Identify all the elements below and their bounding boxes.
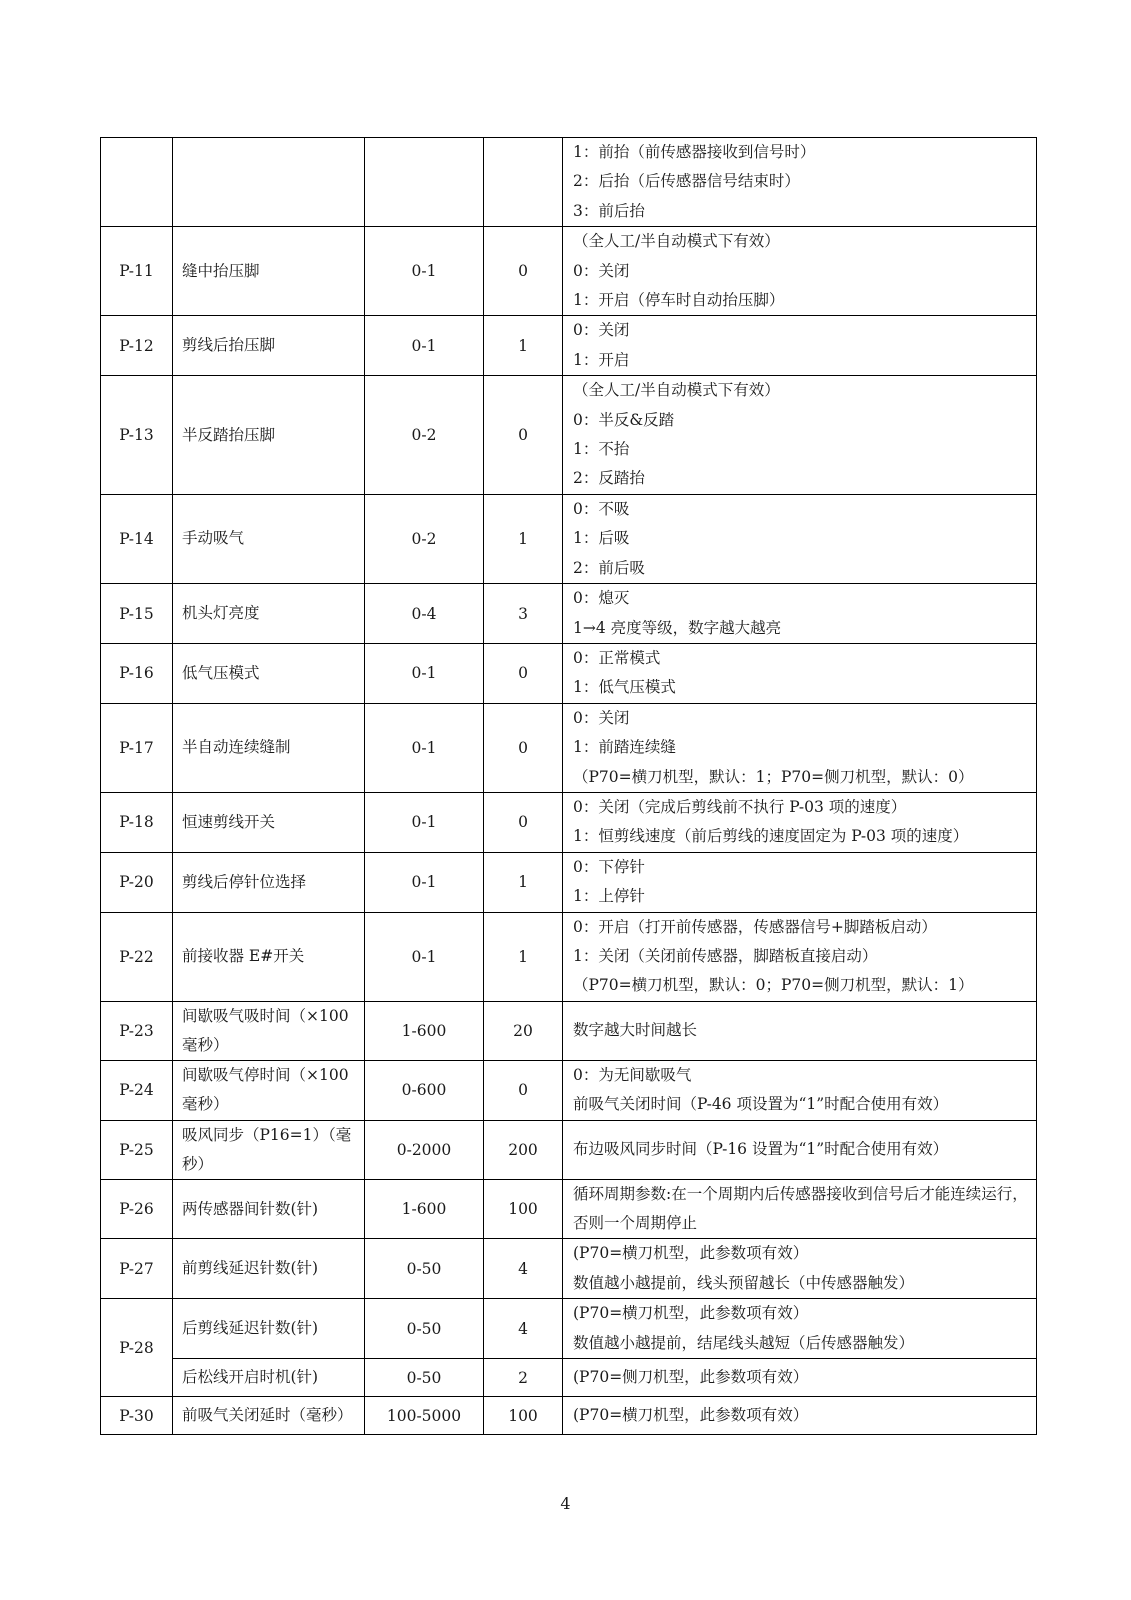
param-code: P-11: [101, 227, 173, 316]
param-default: 2: [484, 1359, 563, 1397]
param-default: 1: [484, 316, 563, 376]
param-range: 0-4: [365, 584, 484, 644]
param-description: [563, 316, 1037, 376]
table-row: [101, 1179, 1037, 1239]
description-line: 数值越小越提前，线头预留越长（中传感器触发）: [573, 1273, 915, 1292]
param-description: [563, 1179, 1037, 1239]
table-row: [101, 1060, 1037, 1120]
page-number: 4: [560, 1494, 571, 1513]
param-default: 100: [484, 1397, 563, 1435]
param-default: 3: [484, 584, 563, 644]
param-code: P-23: [101, 1001, 173, 1060]
param-code: P-20: [101, 852, 173, 912]
description-line: 0：关闭（完成后剪线前不执行 P-03 项的速度）: [573, 797, 907, 816]
param-range: 0-2000: [365, 1120, 484, 1179]
param-range: [365, 138, 484, 227]
param-description: [563, 584, 1037, 644]
param-code: P-28: [101, 1299, 173, 1397]
description-line: 1：后吸: [573, 529, 630, 548]
param-name: 前剪线延迟针数(针): [173, 1239, 365, 1299]
param-description: [563, 1397, 1037, 1435]
param-description: [563, 703, 1037, 792]
param-code: P-25: [101, 1120, 173, 1179]
param-default: [484, 138, 563, 227]
description-line: 数值越小越提前，结尾线头越短（后传感器触发）: [573, 1333, 915, 1352]
description-line: (P70=横刀机型，此参数项有效）: [573, 1304, 809, 1323]
param-default: 1: [484, 852, 563, 912]
param-default: 1: [484, 494, 563, 583]
description-line: 1：开启（停车时自动抬压脚）: [573, 291, 785, 310]
description-line: 1：关闭（关闭前传感器，脚踏板直接启动）: [573, 946, 878, 965]
description-line: 1：前抬（前传感器接收到信号时）: [573, 143, 816, 161]
table-row: [101, 1359, 1037, 1397]
param-description: [563, 1060, 1037, 1120]
param-description: [563, 643, 1037, 703]
table-row: [101, 643, 1037, 703]
table-row: [101, 703, 1037, 792]
param-code: P-13: [101, 376, 173, 495]
param-range: 0-50: [365, 1359, 484, 1397]
description-line: 数字越大时间越长: [573, 1021, 698, 1040]
description-line: 0：熄灭: [573, 589, 630, 608]
table-row: [101, 792, 1037, 852]
param-name: 后剪线延迟针数(针): [173, 1299, 365, 1359]
description-line: （P70=横刀机型，默认：0；P70=侧刀机型，默认：1）: [573, 976, 974, 995]
param-range: 0-600: [365, 1060, 484, 1120]
description-line: 1：上停针: [573, 887, 645, 906]
param-code: P-14: [101, 494, 173, 583]
param-code: P-24: [101, 1060, 173, 1120]
param-description: [563, 852, 1037, 912]
param-range: 100-5000: [365, 1397, 484, 1435]
param-name: 半反踏抬压脚: [173, 376, 365, 495]
param-range: 0-1: [365, 852, 484, 912]
table-row: [101, 1001, 1037, 1060]
description-line: 0：半反&反踏: [573, 410, 675, 429]
param-description: [563, 1299, 1037, 1359]
description-line: 1：前踏连续缝: [573, 738, 676, 757]
description-line: (P70=侧刀机型，此参数项有效）: [573, 1367, 809, 1386]
description-line: 2：后抬（后传感器信号结束时）: [573, 172, 800, 191]
description-line: 0：不吸: [573, 499, 630, 518]
param-description: [563, 1001, 1037, 1060]
param-name: 恒速剪线开关: [173, 792, 365, 852]
param-description: [563, 376, 1037, 495]
table-row: [101, 376, 1037, 495]
param-name: 间歇吸气停时间（×100 毫秒）: [173, 1060, 365, 1120]
description-line: 1→4 亮度等级，数字越大越亮: [573, 618, 782, 637]
param-name: 吸风同步（P16=1）（毫秒）: [173, 1120, 365, 1179]
description-line: 前吸气关闭时间（P-46 项设置为“1”时配合使用有效）: [573, 1095, 949, 1114]
table-row: [101, 1299, 1037, 1359]
param-range: 0-2: [365, 376, 484, 495]
description-line: 0：为无间歇吸气: [573, 1065, 692, 1084]
param-description: [563, 138, 1037, 227]
table-row: [101, 1120, 1037, 1179]
param-name: 后松线开启时机(针): [173, 1359, 365, 1397]
param-name: 半自动连续缝制: [173, 703, 365, 792]
description-line: 1：开启: [573, 350, 630, 369]
param-code: P-26: [101, 1179, 173, 1239]
param-description: [563, 1359, 1037, 1397]
param-code: P-27: [101, 1239, 173, 1299]
param-range: 0-1: [365, 703, 484, 792]
param-name: 剪线后抬压脚: [173, 316, 365, 376]
description-line: 3：前后抬: [573, 201, 645, 220]
description-line: 1：低气压模式: [573, 678, 676, 697]
description-line: 1：恒剪线速度（前后剪线的速度固定为 P-03 项的速度）: [573, 827, 969, 846]
param-code: P-15: [101, 584, 173, 644]
param-range: 0-50: [365, 1239, 484, 1299]
description-line: 循环周期参数:在一个周期内后传感器接收到信号后才能连续运行，否则一个周期停止: [573, 1184, 1028, 1232]
table-row: [101, 912, 1037, 1001]
description-line: 0：关闭: [573, 321, 630, 340]
description-line: 2：反踏抬: [573, 469, 645, 488]
param-description: [563, 1239, 1037, 1299]
param-name: 低气压模式: [173, 643, 365, 703]
param-default: 0: [484, 643, 563, 703]
param-description: [563, 227, 1037, 316]
param-code: P-30: [101, 1397, 173, 1435]
description-line: （P70=横刀机型，默认：1；P70=侧刀机型，默认：0）: [573, 767, 974, 786]
table-row: [101, 1397, 1037, 1435]
param-description: [563, 912, 1037, 1001]
param-code: P-16: [101, 643, 173, 703]
param-code: P-18: [101, 792, 173, 852]
param-code: [101, 138, 173, 227]
param-range: 0-1: [365, 792, 484, 852]
param-default: 0: [484, 703, 563, 792]
description-line: 1：不抬: [573, 440, 630, 459]
param-range: 0-2: [365, 494, 484, 583]
param-default: 0: [484, 792, 563, 852]
param-range: 0-1: [365, 912, 484, 1001]
param-default: 0: [484, 1060, 563, 1120]
param-default: 4: [484, 1239, 563, 1299]
param-range: 0-50: [365, 1299, 484, 1359]
table-row: [101, 316, 1037, 376]
param-description: [563, 792, 1037, 852]
param-default: 100: [484, 1179, 563, 1239]
param-default: 200: [484, 1120, 563, 1179]
param-default: 1: [484, 912, 563, 1001]
table-row: [101, 227, 1037, 316]
param-name: 剪线后停针位选择: [173, 852, 365, 912]
parameter-table: [100, 137, 1037, 1435]
param-name: 手动吸气: [173, 494, 365, 583]
description-line: (P70=横刀机型，此参数项有效）: [573, 1405, 809, 1424]
param-name: 机头灯亮度: [173, 584, 365, 644]
param-code: P-12: [101, 316, 173, 376]
param-name: 两传感器间针数(针): [173, 1179, 365, 1239]
description-line: 2：前后吸: [573, 558, 645, 577]
param-description: [563, 1120, 1037, 1179]
param-name: [173, 138, 365, 227]
param-range: 0-1: [365, 643, 484, 703]
table-row: [101, 584, 1037, 644]
description-line: 0：关闭: [573, 708, 630, 727]
description-line: 布边吸风同步时间（P-16 设置为“1”时配合使用有效）: [573, 1139, 949, 1158]
param-description: [563, 494, 1037, 583]
table-row: [101, 494, 1037, 583]
param-code: P-17: [101, 703, 173, 792]
description-line: 0：下停针: [573, 857, 645, 876]
description-line: (P70=横刀机型，此参数项有效）: [573, 1244, 809, 1263]
param-name: 前吸气关闭延时（毫秒）: [173, 1397, 365, 1435]
param-default: 0: [484, 376, 563, 495]
param-range: 0-1: [365, 227, 484, 316]
description-line: 0：关闭: [573, 261, 630, 280]
param-code: P-22: [101, 912, 173, 1001]
description-line: （全人工/半自动模式下有效）: [573, 232, 780, 251]
param-range: 1-600: [365, 1179, 484, 1239]
param-name: 缝中抬压脚: [173, 227, 365, 316]
param-range: 0-1: [365, 316, 484, 376]
description-line: 0：正常模式: [573, 648, 661, 667]
param-range: 1-600: [365, 1001, 484, 1060]
description-line: 0：开启（打开前传感器，传感器信号+脚踏板启动）: [573, 917, 937, 936]
description-line: （全人工/半自动模式下有效）: [573, 381, 780, 400]
param-name: 前接收器 E#开关: [173, 912, 365, 1001]
table-row: [101, 1239, 1037, 1299]
table-row: [101, 852, 1037, 912]
param-name: 间歇吸气吸时间（×100 毫秒）: [173, 1001, 365, 1060]
param-default: 0: [484, 227, 563, 316]
table-row: [101, 138, 1037, 227]
param-default: 20: [484, 1001, 563, 1060]
param-default: 4: [484, 1299, 563, 1359]
